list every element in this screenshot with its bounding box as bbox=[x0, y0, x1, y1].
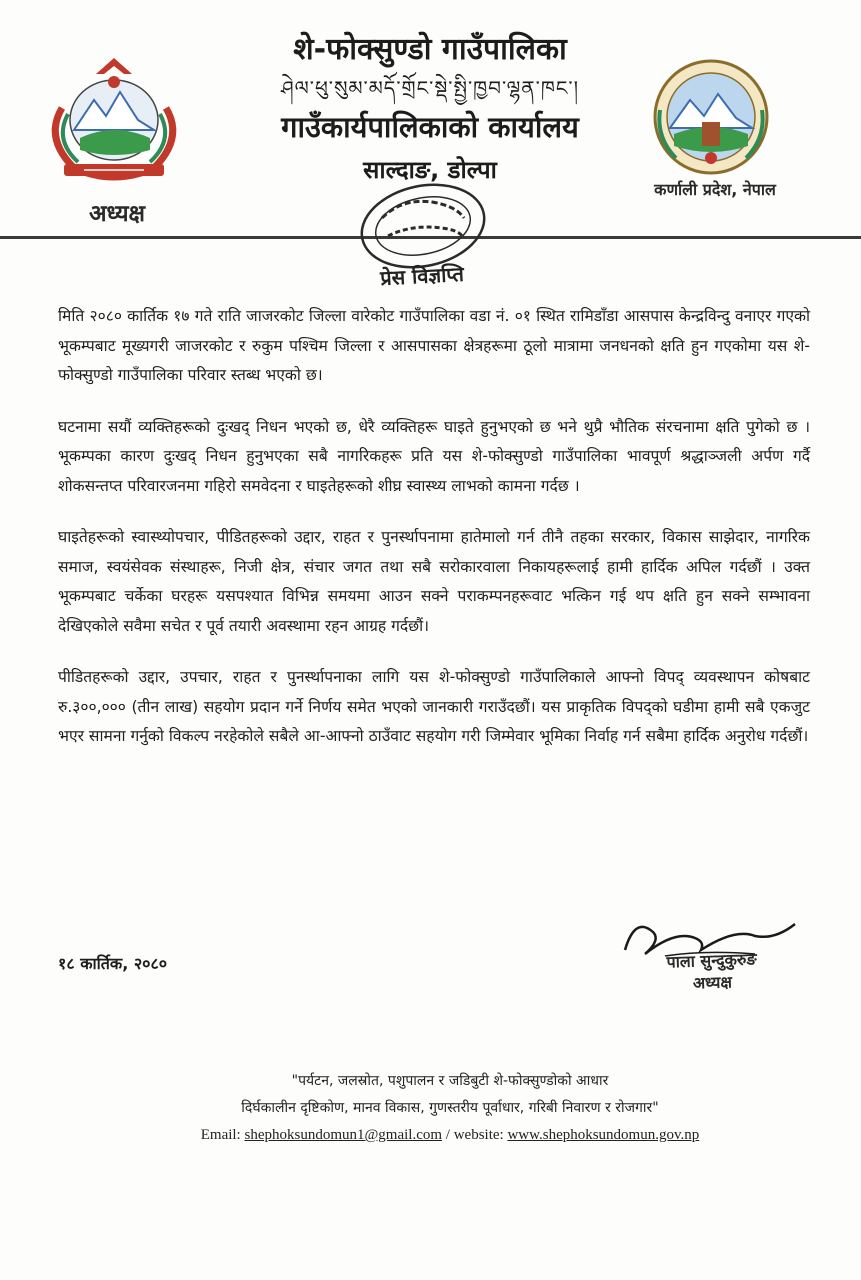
signatory-title: अध्यक्ष bbox=[692, 972, 733, 993]
municipality-seal-icon bbox=[652, 58, 770, 176]
municipality-name: शे-फोक्सुण्डो गाउँपालिका bbox=[293, 32, 567, 67]
contact-line bbox=[120, 1122, 780, 1148]
press-release-label: प्रेस विज्ञप्ति bbox=[379, 261, 465, 291]
email-link[interactable]: shephoksundomun1@gmail.com bbox=[244, 1127, 443, 1143]
role-label: अध्यक्ष bbox=[88, 201, 146, 227]
website-link[interactable]: www.shephoksundomun.gov.np bbox=[507, 1127, 700, 1143]
office-name: गाउँकार्यपालिकाको कार्यालय bbox=[281, 110, 579, 144]
municipality-name-tibetan: ཤེལ་ཕུ་སུམ་མདོ་གྲོང་སྡེ་སྤྱི་ཁྱབ་ལྷན་ཁང་། bbox=[280, 76, 580, 100]
province-label: कर्णाली प्रदेश, नेपाल bbox=[654, 180, 776, 199]
email-label: Email: bbox=[200, 1127, 241, 1143]
body-paragraph: पीडितहरूको उद्दार, उपचार, राहत र पुनर्स्थापनाका लागि यस शे-फोक्सुण्डो गाउँपालिकाले आफ्नो विपद् व्यवस्थापन कोषबाट रु.३००,००० (तीन लाख) सहयोग प्रदान गर्ने निर्णय समेत भएको जानकारी गराउँदछौं। यस प्राकृतिक विपद्को घडीमा हामी सबै एकजुट भएर सामना गर्नुको विकल्प नरहेकोले सबैले आ-आफ्नो ठाउँवाट सहयोग गरी जिम्मेवार भूमिका निर्वाह गर्न सबैमा हार्दिक अनुरोध गर्दछौं। bbox=[58, 668, 810, 745]
body-paragraph: मिति २०८० कार्तिक १७ गते राति जाजरकोट जिल्ला वारेकोट गाउँपालिका वडा नं. ०१ स्थित रामिडाँडा आसपास केन्द्रविन्दु वनाएर गएको भूकम्पबाट मूख्यगरी जाजरकोट र रुकुम पश्चिम जिल्ला र आसपासका क्षेत्रहरूमा ठूलो मात्रामा जनधनको क्षति हुन गएकोमा यस शे-फोक्सुण्डो गाउँपालिका परिवार स्तब्ध भएको छ। bbox=[58, 307, 810, 384]
letter-body bbox=[58, 302, 810, 774]
website-label: / website: bbox=[445, 1127, 504, 1143]
national-emblem-icon bbox=[34, 38, 194, 188]
district-name: साल्दाङ, डोल्पा bbox=[363, 156, 497, 184]
letter-footer bbox=[120, 1068, 780, 1148]
body-paragraph: घटनामा सयौं व्यक्तिहरूको दुःखद् निधन भएको छ, धेरै व्यक्तिहरू घाइते हुनुभएको छ भने थुप्रै भौतिक संरचनामा क्षति पुगेको छ । भूकम्पका कारण दुःखद् निधन हुनुभएका सबै नागरिकहरू प्रति यस शे-फोक्सुण्डो गाउँपालिका भावपूर्ण श्रद्धाञ्जली अर्पण गर्दै शोकसन्तप्त परिवारजनमा गहिरो समवेदना र घाइतेहरूको शीघ्र स्वास्थ्य लाभको कामना गर्दछ । bbox=[58, 417, 810, 495]
letter-date: १८ कार्तिक, २०८० bbox=[58, 954, 168, 973]
letterhead-titles bbox=[240, 30, 620, 188]
signatory-name: पाला सुन्दुकुरुङ bbox=[666, 949, 757, 972]
motto-line-2: दिर्घकालीन दृष्टिकोण, मानव विकास, गुणस्तरीय पूर्वाधार, गरिबी निवारण र रोजगार" bbox=[241, 1100, 659, 1116]
body-paragraph: घाइतेहरूको स्वास्थ्योपचार, पीडितहरूको उद्दार, राहत र पुनर्स्थापनामा हातेमालो गर्न तीनै तहका सरकार, विकास साझेदार, नागरिक समाज, स्वयंसेवक संस्थाहरू, निजी क्षेत्र, संचार जगत तथा सबै सरोकारवाला निकायहरूलाई हामी हार्दिक अपिल गर्दछौं । उक्त भूकम्पबाट चर्केका घरहरू यसपश्यात विभिन्न समयमा आउन सक्ने पराकम्पनहरूवाट भत्किन गई थप क्षति हुन सक्ने सम्भावना देखिएकोले सवैमा सचेत र पूर्व तयारी अवस्थामा रहन आग्रह गर्दछौं। bbox=[58, 528, 810, 635]
signatory-block bbox=[611, 947, 812, 998]
motto-line-1: "पर्यटन, जलस्रोत, पशुपालन र जडिबुटी शे-फोक्सुण्डोको आधार bbox=[291, 1073, 609, 1089]
